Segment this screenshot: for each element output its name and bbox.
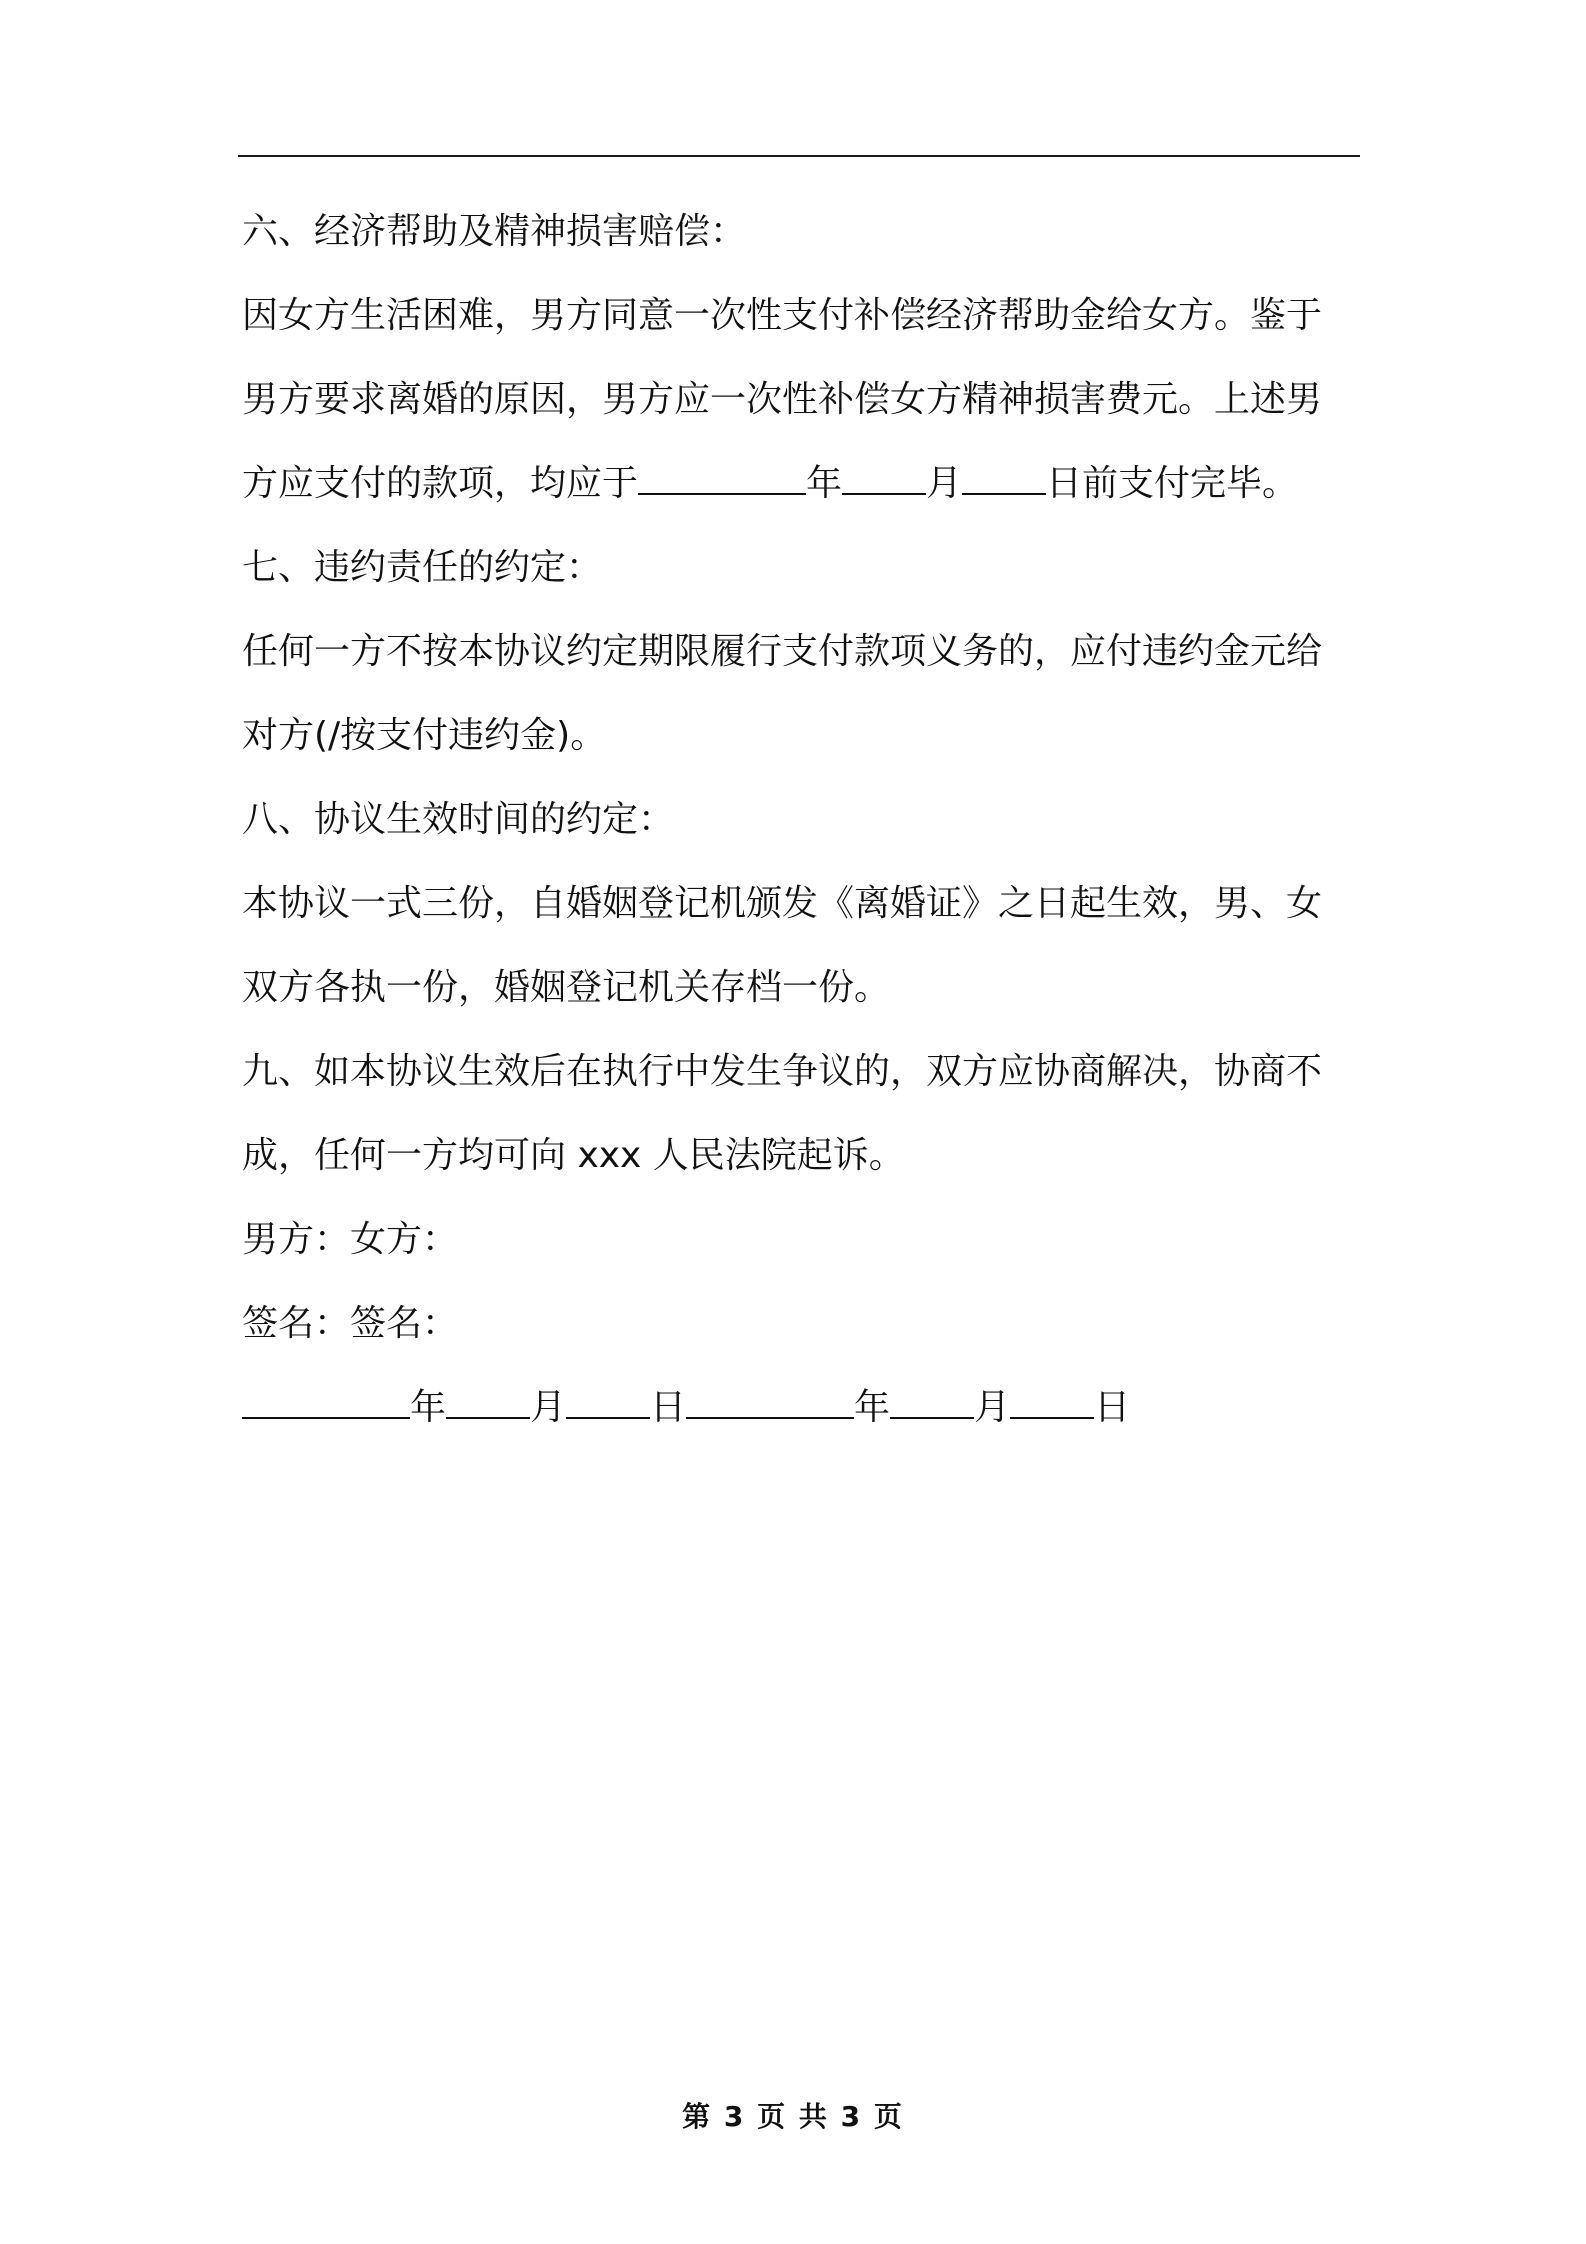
day-blank	[962, 463, 1046, 495]
paragraph-line: 任何一方不按本协议约定期限履行支付款项义务的，应付违约金元给	[242, 631, 1323, 672]
day-label: 日	[1094, 1387, 1131, 1428]
year-blank	[638, 463, 806, 495]
section-heading-eight: 八、协议生效时间的约定：	[242, 799, 675, 840]
month-label: 月	[926, 463, 963, 504]
paragraph-line: 本协议一式三份，自婚姻登记机颁发《离婚证》之日起生效，男、女	[242, 883, 1323, 924]
payment-prefix: 方应支付的款项，均应于	[242, 463, 639, 504]
year-label: 年	[806, 463, 843, 504]
paragraph-line: 对方(/按支付违约金)。	[242, 715, 607, 756]
page-number: 第 3 页 共 3 页	[682, 2100, 904, 2133]
section-heading-nine: 九、如本协议生效后在执行中发生争议的，双方应协商解决，协商不	[242, 1051, 1323, 1092]
document-body	[242, 190, 1362, 1450]
day-blank	[1010, 1387, 1094, 1419]
month-blank	[446, 1387, 530, 1419]
payment-deadline-line	[242, 442, 1362, 526]
year-label: 年	[854, 1387, 891, 1428]
section-heading-seven: 七、违约责任的约定：	[242, 547, 603, 588]
month-blank	[842, 463, 926, 495]
signature-labels: 签名：签名：	[242, 1303, 459, 1344]
paragraph-line: 因女方生活困难，男方同意一次性支付补偿经济帮助金给女方。鉴于	[242, 295, 1323, 336]
year-blank	[686, 1387, 854, 1419]
party-labels: 男方：女方：	[242, 1219, 459, 1260]
signature-date-line	[242, 1366, 1362, 1450]
month-label: 月	[530, 1387, 567, 1428]
month-blank	[890, 1387, 974, 1419]
month-label: 月	[974, 1387, 1011, 1428]
paragraph-line: 男方要求离婚的原因，男方应一次性补偿女方精神损害费元。上述男	[242, 379, 1323, 420]
year-blank	[242, 1387, 410, 1419]
payment-suffix: 日前支付完毕。	[1046, 463, 1299, 504]
year-label: 年	[410, 1387, 447, 1428]
paragraph-line: 成，任何一方均可向 xxx 人民法院起诉。	[242, 1135, 905, 1176]
section-heading-six: 六、经济帮助及精神损害赔偿：	[242, 211, 747, 252]
day-blank	[566, 1387, 650, 1419]
day-label: 日	[650, 1387, 687, 1428]
header-rule	[238, 155, 1360, 157]
paragraph-line: 双方各执一份，婚姻登记机关存档一份。	[242, 967, 891, 1008]
